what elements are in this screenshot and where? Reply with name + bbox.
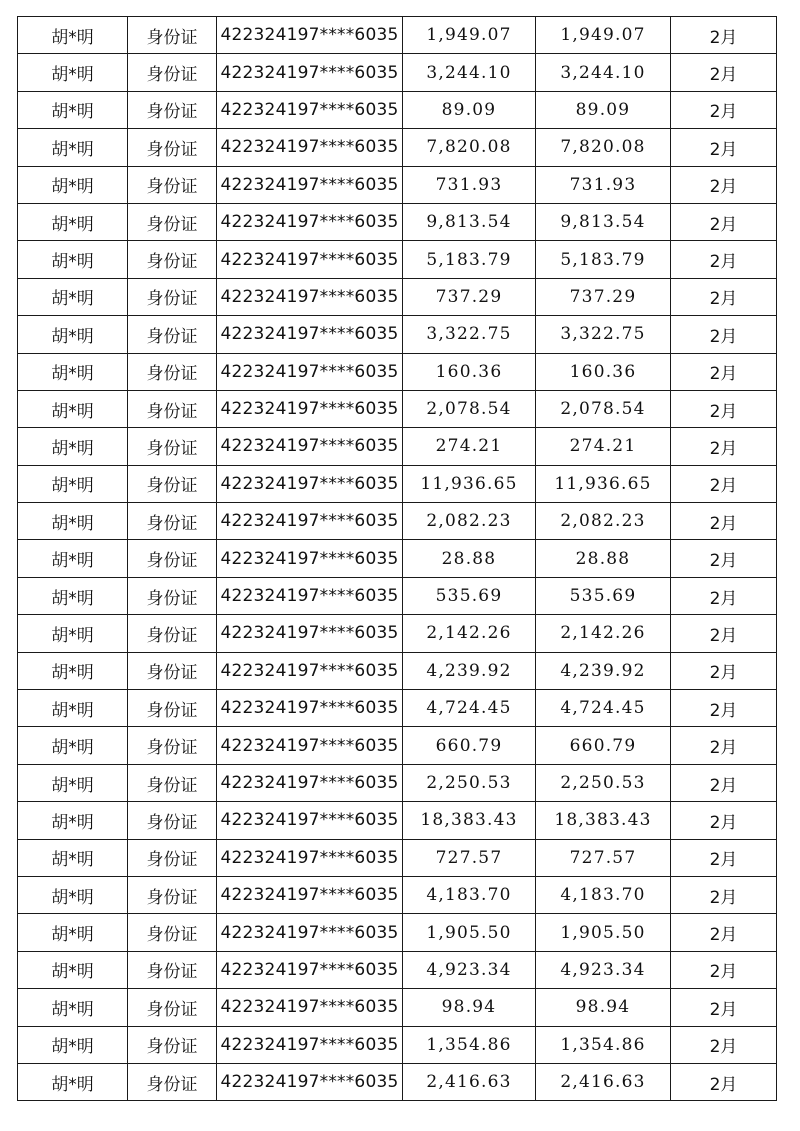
- id-number-cell: 422324197****6035: [217, 989, 403, 1026]
- amount-cell: 2,416.63: [403, 1063, 536, 1100]
- amount-cell: 1,905.50: [403, 914, 536, 951]
- amount-2-cell: 28.88: [536, 540, 671, 577]
- table-row: [18, 316, 777, 353]
- name-cell: 胡*明: [18, 577, 128, 614]
- amount-2-cell: 535.69: [536, 577, 671, 614]
- table-row: [18, 876, 777, 913]
- table-row: [18, 241, 777, 278]
- name-cell: 胡*明: [18, 690, 128, 727]
- name-cell: 胡*明: [18, 465, 128, 502]
- name-cell: 胡*明: [18, 503, 128, 540]
- id-number-cell: 422324197****6035: [217, 166, 403, 203]
- id-type-cell: 身份证: [128, 914, 217, 951]
- name-cell: 胡*明: [18, 241, 128, 278]
- id-type-cell: 身份证: [128, 316, 217, 353]
- name-cell: 胡*明: [18, 951, 128, 988]
- name-cell: 胡*明: [18, 802, 128, 839]
- month-cell: 2月: [671, 727, 777, 764]
- month-cell: 2月: [671, 1026, 777, 1063]
- id-number-cell: 422324197****6035: [217, 503, 403, 540]
- amount-cell: 274.21: [403, 428, 536, 465]
- amount-cell: 11,936.65: [403, 465, 536, 502]
- month-cell: 2月: [671, 989, 777, 1026]
- amount-cell: 4,923.34: [403, 951, 536, 988]
- amount-cell: 160.36: [403, 353, 536, 390]
- id-number-cell: 422324197****6035: [217, 390, 403, 427]
- amount-cell: 4,239.92: [403, 652, 536, 689]
- amount-2-cell: 4,923.34: [536, 951, 671, 988]
- name-cell: 胡*明: [18, 989, 128, 1026]
- amount-2-cell: 5,183.79: [536, 241, 671, 278]
- id-number-cell: 422324197****6035: [217, 540, 403, 577]
- amount-2-cell: 660.79: [536, 727, 671, 764]
- id-type-cell: 身份证: [128, 764, 217, 801]
- amount-cell: 1,949.07: [403, 17, 536, 54]
- table-row: [18, 353, 777, 390]
- name-cell: 胡*明: [18, 166, 128, 203]
- month-cell: 2月: [671, 503, 777, 540]
- amount-2-cell: 727.57: [536, 839, 671, 876]
- document-page: [17, 16, 776, 1115]
- table-row: [18, 540, 777, 577]
- id-number-cell: 422324197****6035: [217, 1026, 403, 1063]
- amount-2-cell: 3,322.75: [536, 316, 671, 353]
- id-number-cell: 422324197****6035: [217, 690, 403, 727]
- id-type-cell: 身份证: [128, 428, 217, 465]
- id-type-cell: 身份证: [128, 727, 217, 764]
- amount-2-cell: 89.09: [536, 91, 671, 128]
- month-cell: 2月: [671, 353, 777, 390]
- id-number-cell: 422324197****6035: [217, 129, 403, 166]
- month-cell: 2月: [671, 615, 777, 652]
- table-row: [18, 839, 777, 876]
- id-number-cell: 422324197****6035: [217, 353, 403, 390]
- amount-2-cell: 18,383.43: [536, 802, 671, 839]
- name-cell: 胡*明: [18, 17, 128, 54]
- id-number-cell: 422324197****6035: [217, 615, 403, 652]
- month-cell: 2月: [671, 54, 777, 91]
- name-cell: 胡*明: [18, 1063, 128, 1100]
- name-cell: 胡*明: [18, 129, 128, 166]
- id-number-cell: 422324197****6035: [217, 764, 403, 801]
- id-number-cell: 422324197****6035: [217, 876, 403, 913]
- name-cell: 胡*明: [18, 876, 128, 913]
- id-type-cell: 身份证: [128, 1026, 217, 1063]
- name-cell: 胡*明: [18, 203, 128, 240]
- month-cell: 2月: [671, 764, 777, 801]
- id-number-cell: 422324197****6035: [217, 951, 403, 988]
- id-type-cell: 身份证: [128, 615, 217, 652]
- payment-table: [17, 16, 777, 1101]
- amount-cell: 737.29: [403, 278, 536, 315]
- amount-2-cell: 98.94: [536, 989, 671, 1026]
- table-row: [18, 17, 777, 54]
- id-type-cell: 身份证: [128, 540, 217, 577]
- name-cell: 胡*明: [18, 839, 128, 876]
- amount-2-cell: 1,905.50: [536, 914, 671, 951]
- month-cell: 2月: [671, 951, 777, 988]
- amount-cell: 731.93: [403, 166, 536, 203]
- name-cell: 胡*明: [18, 764, 128, 801]
- table-row: [18, 802, 777, 839]
- id-type-cell: 身份证: [128, 91, 217, 128]
- table-row: [18, 914, 777, 951]
- name-cell: 胡*明: [18, 353, 128, 390]
- amount-cell: 89.09: [403, 91, 536, 128]
- id-number-cell: 422324197****6035: [217, 914, 403, 951]
- id-number-cell: 422324197****6035: [217, 278, 403, 315]
- id-type-cell: 身份证: [128, 278, 217, 315]
- table-row: [18, 951, 777, 988]
- table-row: [18, 577, 777, 614]
- id-type-cell: 身份证: [128, 690, 217, 727]
- id-number-cell: 422324197****6035: [217, 428, 403, 465]
- month-cell: 2月: [671, 802, 777, 839]
- month-cell: 2月: [671, 390, 777, 427]
- id-type-cell: 身份证: [128, 129, 217, 166]
- id-number-cell: 422324197****6035: [217, 203, 403, 240]
- id-type-cell: 身份证: [128, 54, 217, 91]
- id-type-cell: 身份证: [128, 17, 217, 54]
- month-cell: 2月: [671, 465, 777, 502]
- table-row: [18, 129, 777, 166]
- amount-cell: 535.69: [403, 577, 536, 614]
- amount-cell: 660.79: [403, 727, 536, 764]
- table-row: [18, 465, 777, 502]
- id-number-cell: 422324197****6035: [217, 465, 403, 502]
- month-cell: 2月: [671, 278, 777, 315]
- month-cell: 2月: [671, 690, 777, 727]
- amount-2-cell: 7,820.08: [536, 129, 671, 166]
- month-cell: 2月: [671, 17, 777, 54]
- id-number-cell: 422324197****6035: [217, 839, 403, 876]
- amount-2-cell: 1,949.07: [536, 17, 671, 54]
- table-row: [18, 390, 777, 427]
- name-cell: 胡*明: [18, 390, 128, 427]
- table-row: [18, 278, 777, 315]
- id-type-cell: 身份证: [128, 465, 217, 502]
- amount-cell: 1,354.86: [403, 1026, 536, 1063]
- id-type-cell: 身份证: [128, 839, 217, 876]
- amount-2-cell: 1,354.86: [536, 1026, 671, 1063]
- amount-2-cell: 737.29: [536, 278, 671, 315]
- month-cell: 2月: [671, 166, 777, 203]
- month-cell: 2月: [671, 129, 777, 166]
- month-cell: 2月: [671, 203, 777, 240]
- table-row: [18, 989, 777, 1026]
- name-cell: 胡*明: [18, 615, 128, 652]
- amount-cell: 3,244.10: [403, 54, 536, 91]
- table-row: [18, 727, 777, 764]
- month-cell: 2月: [671, 241, 777, 278]
- id-number-cell: 422324197****6035: [217, 802, 403, 839]
- amount-2-cell: 4,239.92: [536, 652, 671, 689]
- amount-cell: 2,142.26: [403, 615, 536, 652]
- amount-cell: 18,383.43: [403, 802, 536, 839]
- id-number-cell: 422324197****6035: [217, 316, 403, 353]
- id-type-cell: 身份证: [128, 390, 217, 427]
- name-cell: 胡*明: [18, 914, 128, 951]
- id-type-cell: 身份证: [128, 652, 217, 689]
- amount-2-cell: 2,078.54: [536, 390, 671, 427]
- id-number-cell: 422324197****6035: [217, 727, 403, 764]
- amount-2-cell: 274.21: [536, 428, 671, 465]
- amount-2-cell: 2,416.63: [536, 1063, 671, 1100]
- amount-2-cell: 11,936.65: [536, 465, 671, 502]
- month-cell: 2月: [671, 577, 777, 614]
- table-row: [18, 615, 777, 652]
- name-cell: 胡*明: [18, 540, 128, 577]
- table-row: [18, 1026, 777, 1063]
- month-cell: 2月: [671, 914, 777, 951]
- amount-cell: 98.94: [403, 989, 536, 1026]
- name-cell: 胡*明: [18, 316, 128, 353]
- amount-cell: 4,724.45: [403, 690, 536, 727]
- amount-2-cell: 2,142.26: [536, 615, 671, 652]
- amount-2-cell: 731.93: [536, 166, 671, 203]
- month-cell: 2月: [671, 316, 777, 353]
- month-cell: 2月: [671, 540, 777, 577]
- id-number-cell: 422324197****6035: [217, 241, 403, 278]
- id-type-cell: 身份证: [128, 241, 217, 278]
- name-cell: 胡*明: [18, 727, 128, 764]
- amount-cell: 9,813.54: [403, 203, 536, 240]
- table-row: [18, 764, 777, 801]
- id-type-cell: 身份证: [128, 166, 217, 203]
- amount-2-cell: 4,724.45: [536, 690, 671, 727]
- id-number-cell: 422324197****6035: [217, 54, 403, 91]
- name-cell: 胡*明: [18, 54, 128, 91]
- id-type-cell: 身份证: [128, 989, 217, 1026]
- name-cell: 胡*明: [18, 428, 128, 465]
- id-type-cell: 身份证: [128, 951, 217, 988]
- id-number-cell: 422324197****6035: [217, 91, 403, 128]
- month-cell: 2月: [671, 652, 777, 689]
- month-cell: 2月: [671, 839, 777, 876]
- id-type-cell: 身份证: [128, 353, 217, 390]
- name-cell: 胡*明: [18, 652, 128, 689]
- id-type-cell: 身份证: [128, 1063, 217, 1100]
- id-number-cell: 422324197****6035: [217, 1063, 403, 1100]
- amount-2-cell: 2,082.23: [536, 503, 671, 540]
- amount-cell: 2,078.54: [403, 390, 536, 427]
- name-cell: 胡*明: [18, 91, 128, 128]
- table-row: [18, 91, 777, 128]
- id-type-cell: 身份证: [128, 577, 217, 614]
- month-cell: 2月: [671, 91, 777, 128]
- table-row: [18, 652, 777, 689]
- month-cell: 2月: [671, 428, 777, 465]
- amount-cell: 4,183.70: [403, 876, 536, 913]
- amount-2-cell: 9,813.54: [536, 203, 671, 240]
- amount-2-cell: 2,250.53: [536, 764, 671, 801]
- table-row: [18, 690, 777, 727]
- id-number-cell: 422324197****6035: [217, 577, 403, 614]
- table-row: [18, 1063, 777, 1100]
- id-number-cell: 422324197****6035: [217, 652, 403, 689]
- amount-cell: 5,183.79: [403, 241, 536, 278]
- table-row: [18, 54, 777, 91]
- month-cell: 2月: [671, 1063, 777, 1100]
- id-type-cell: 身份证: [128, 876, 217, 913]
- id-number-cell: 422324197****6035: [217, 17, 403, 54]
- table-body: [18, 17, 777, 1101]
- amount-cell: 28.88: [403, 540, 536, 577]
- amount-2-cell: 160.36: [536, 353, 671, 390]
- amount-cell: 727.57: [403, 839, 536, 876]
- amount-2-cell: 4,183.70: [536, 876, 671, 913]
- id-type-cell: 身份证: [128, 503, 217, 540]
- id-type-cell: 身份证: [128, 802, 217, 839]
- id-type-cell: 身份证: [128, 203, 217, 240]
- table-row: [18, 503, 777, 540]
- amount-cell: 2,250.53: [403, 764, 536, 801]
- amount-cell: 3,322.75: [403, 316, 536, 353]
- name-cell: 胡*明: [18, 1026, 128, 1063]
- month-cell: 2月: [671, 876, 777, 913]
- amount-cell: 2,082.23: [403, 503, 536, 540]
- table-row: [18, 166, 777, 203]
- table-row: [18, 428, 777, 465]
- amount-2-cell: 3,244.10: [536, 54, 671, 91]
- name-cell: 胡*明: [18, 278, 128, 315]
- amount-cell: 7,820.08: [403, 129, 536, 166]
- table-row: [18, 203, 777, 240]
